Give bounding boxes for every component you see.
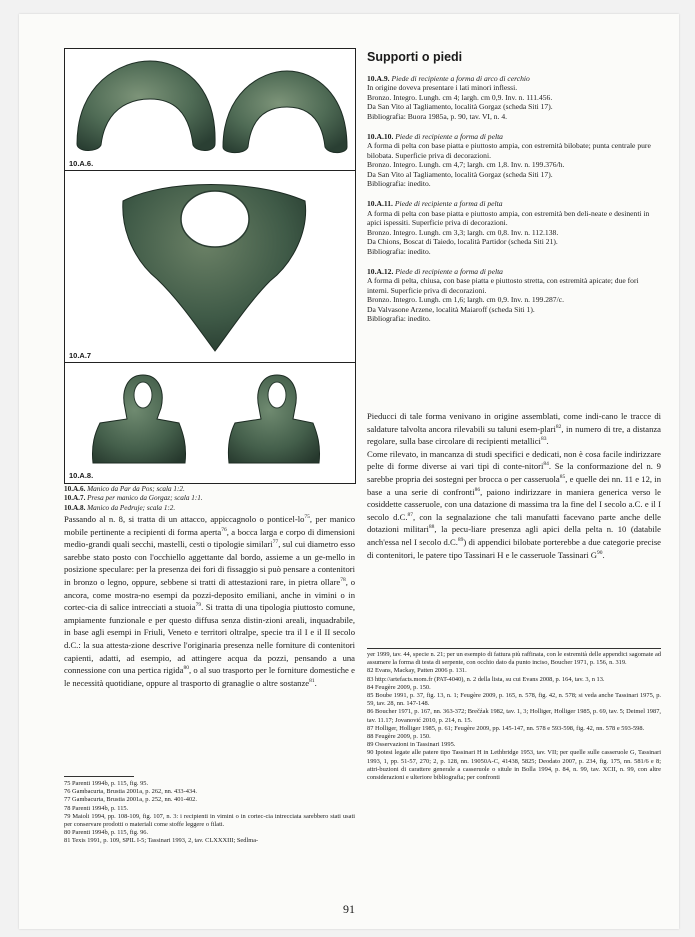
footnote: 77 Gambacurta, Brustia 2001a, p. 252, nn. 401-402. — [64, 796, 197, 804]
handle-left — [77, 61, 215, 151]
footnote: 89 Osservazioni in Tassinari 1995. — [367, 741, 456, 749]
catalog-entry: 10.A.9. Piede di recipiente a forma di arco di cerchio In origine doveva presentare i lati minori inflessi. Bronzo. Integro. Lungh. cm 4; largh. cm 0,9. Inv. n. 111.456. Da San Vito al Tagliamento, località Gorgaz (scheda Siti 17). Bibliografia: Buora 1985a, p. 90, tav. VI, n. 4. — [367, 74, 553, 121]
footnote: 87 Holliger, Holliger 1985, p. 61; Feugère 2009, pp. 145-147, nn. 578 e 593-598, fig. 42, nn. 578 e 593-598. — [367, 724, 645, 732]
footnote: 81 Texis 1991, p. 109, SPIL I-5; Tassinari 1993, 2, tav. CLXXXIII; Sedlma- — [64, 837, 259, 845]
footnote: 82 Evans, Mackay, Patten 2006 p. 131. — [367, 667, 467, 675]
body-text-left: Passando al n. 8, si tratta di un attacco, appiccagnolo o ponticel-$lo^{75}$, per manico mobile pertinente a recipienti di forma aperta$^{76}$, a bocca larga e corpo di dimensioni medio-grandi quali secchi, mastelli, cesti o tipologie similari$^{77}$, sul cui diametro esso sarebbe stato posto con l'occhiello aggettante dal bordo, assieme a un ge-mello in posizione speculare: per la presenza dei fori di fissaggio si può pensare a contenitori in bronzo o legno, oppure, sebbene si tratti di attestazioni rare, in pietra ollare$^{78}$, o ancora, come mostra-no esempi da pozzi-deposito emiliani, anche in vimini o in cortec-cia di salice intrecciati a stuoia$^{79}$. Si tratta di una tipologia piuttosto comune, ampiamente funzionale e per questo diffusa senza distin-zioni areali, inquadrabile, in base agli esempi in Friuli, Veneto e territori oltralpe, specie tra il I e il II secolo d.C.: la sua attesta-zione descrive l'originaria presenza nelle forniture di contenitori capienti, adatti, ad esempio, ad attingere acqua da pozzi, pensando a una connessione con una pertica rigida$^{80}$, o al suo trasporto per le forniture domestiche e le necessità quotidiane, oppure al trasporto di granaglie o altre sostanze$^{81}$. — [64, 514, 356, 688]
loop-hole-right — [268, 382, 286, 408]
loop-handles-photo — [65, 363, 355, 483]
footnote: 85 Boube 1991, p. 37, fig. 13, n. 1; Feugère 2009, p. 165, n. 578, fig. 42, n. 578; si veda anche Tassinari 1975, p. 59, tav. 28, nn. 147-148. — [367, 692, 661, 708]
page — [19, 14, 679, 929]
footnote: 83 http://artefacts.mom.fr (PAT-4040), n. 2 della lista, su cui Evans 2008, p. 164, tav. 3, n 13. — [367, 675, 605, 683]
catalog-entries — [367, 74, 661, 334]
figure-label: 10.A.8. — [69, 471, 94, 480]
handle-right — [223, 71, 347, 153]
catalog-entry: 10.A.10. Piede di recipiente a forma di pelta A forma di pelta con base piatta e piuttosto ampia, con estremità bilobate; punta centrale pure bilobata. Superficie priva di decorazioni. Bronzo. Integro. Lungh. cm 4,7; largh. cm 1,8. Inv. n. 199.376/h. Da San Vito al Tagliamento, località Gorgaz (scheda Siti 17). Bibliografia: inedito. — [367, 132, 651, 189]
caption: 10.A.7. Presa per manico da Gorgaz; scala 1:1. — [64, 494, 203, 503]
footnote: 80 Parenti 1994b, p. 115, fig. 96. — [64, 829, 149, 837]
attachment-hole — [181, 191, 249, 247]
catalog-entry: 10.A.12. Piede di recipiente a forma di pelta A forma di pelta, chiusa, con base piatta e piuttosto stretta, con estremità apicate; due fori interni. Superficie priva di decorazioni. Bronzo. Integro. Lungh. cm 1,6; largh. cm 0,9. Inv. n. 199.287/c. Da Valvasone Arzene, località Maiaroff (scheda Siti 1). Bibliografia: inedito. — [367, 266, 639, 323]
figure-label: 10.A.6. — [69, 159, 94, 168]
body-text-right: Pieducci di tale forma venivano in origine assemblati, come indi-cano le tracce di saldature talvolta ancora rilevabili su taluni esem-plari$^{82}$, in numero di tre, a distanza regolare, sulla base circolare di recipienti metallici$^{83}$. Come rilevato, in mancanza di studi specifici e dedicati, non è cosa facile indirizzare pelte di forme diverse ai vari tipi di conte-nitori$^{84}$. Se la conformazione del n. 9 sarebbe propria dei sostegni per brocca o per casseruola$^{85}$, e quelle dei nn. 11 e 12, in base a una serie di confronti$^{86}$, paiono indirizzare in maniera generica verso le cosiddette casseruole, con una datazione di massima tra la fine del I secolo a.C. e il I secolo d.C.$^{87}$, con la segnalazione che tali manufatti facevano parte anche delle dotazioni militari$^{88}$, la pecu-liare presenza agli apici della pelta n. 10 (databile anch'essa nel I secolo d.C.$^{89}$) di appendici bilobate porterebbe a due categorie precise di contenitori, le patere tipo Tassinari H e le casseruole Tassinari $G^{90}$. — [367, 411, 661, 560]
handle-photo-pair — [65, 49, 355, 171]
footnote: yer 1999, tav. 44, specie n. 21; per un esempio di fattura più raffinata, con le estremità delle appendici sagomate ad assumere la forma di testa di serpente, con occhio dato da punto inciso, Boucher 1971, p. 156, n. 319. — [367, 651, 661, 667]
catalog-entry: 10.A.11. Piede di recipiente a forma di pelta A forma di pelta con base piatta e piuttosto ampia, con estremità ben deli-neate e desinenti in apici ispessiti. Superficie priva di decorazioni. Bronzo. Integro. Lungh. cm 3,3; largh. cm 0,8. Inv. n. 112.138. Da Chions, Boscat di Taiedo, località Partidor (scheda Siti 21). Bibliografia: inedito. — [367, 199, 650, 256]
loop-hole-left — [134, 382, 152, 408]
attachment-photo — [65, 171, 355, 363]
page-number: 91 — [343, 902, 355, 916]
section-title: Supporti o piedi — [367, 50, 463, 64]
caption: 10.A.8. Manico da Pedruje; scala 1:2. — [64, 503, 176, 512]
footnotes-right — [367, 651, 661, 782]
footnote: 86 Boucher 1971, p. 167, nn. 363-372; Brečźak 1982, tav. 1, 3; Holliger, Holliger 1985, p. 69, tav. 5; Deimel 1987, tav. 11.17; Jovanović 2010, p. 214, n. 15. — [367, 708, 661, 724]
footnote: 79 Maioli 1994, pp. 108-109, fig. 107, n. 3: i recipienti in vimini o in cortec-cia intrecciata sarebbero stati usati per conservare prodotti o materiali come stoffe leggere o filati. — [64, 812, 355, 829]
footnote: 75 Parenti 1994b, p. 115, fig. 95. — [64, 780, 149, 787]
figure-10-a-7 — [64, 170, 356, 364]
figure-10-a-6 — [64, 48, 356, 172]
footnote: 78 Parenti 1994b, p. 115. — [64, 804, 129, 812]
footnote-rule-right — [367, 648, 661, 649]
caption: 10.A.6. Manico da Par da Pos; scala 1:2. — [64, 485, 185, 493]
footnote-rule-left — [64, 776, 134, 777]
footnote: 88 Feugère 2009, p. 150. — [367, 733, 431, 741]
footnote: 90 Ipotesi legate alle patere tipo Tassinari H in Lethbridge 1953, tav. VII; per quelle sulle casseruole G, Tassinari 1993, 1, pp. 51-57, 270; 2, p. 128, nn. 19050A-C, 41438, 5825; Deodato 2007, p. 234, fig. 175, nn. 581/6 e 8; attri-buzioni di carattere generale a casseruole o situle in Bolla 1994, p. 84, n. 99, tav. XCII, n. 99, con altre considerazioni e ulteriore bibliografia; per confronti — [367, 749, 661, 782]
footnote: 76 Gambacurta, Brustia 2001a, p. 262, nn. 433-434. — [64, 788, 197, 796]
footnotes-left — [64, 780, 355, 846]
figure-10-a-8 — [64, 362, 356, 484]
figure-captions — [64, 485, 354, 513]
figure-label: 10.A.7 — [69, 351, 92, 360]
footnote: 84 Feugère 2009, p. 150. — [367, 683, 431, 691]
